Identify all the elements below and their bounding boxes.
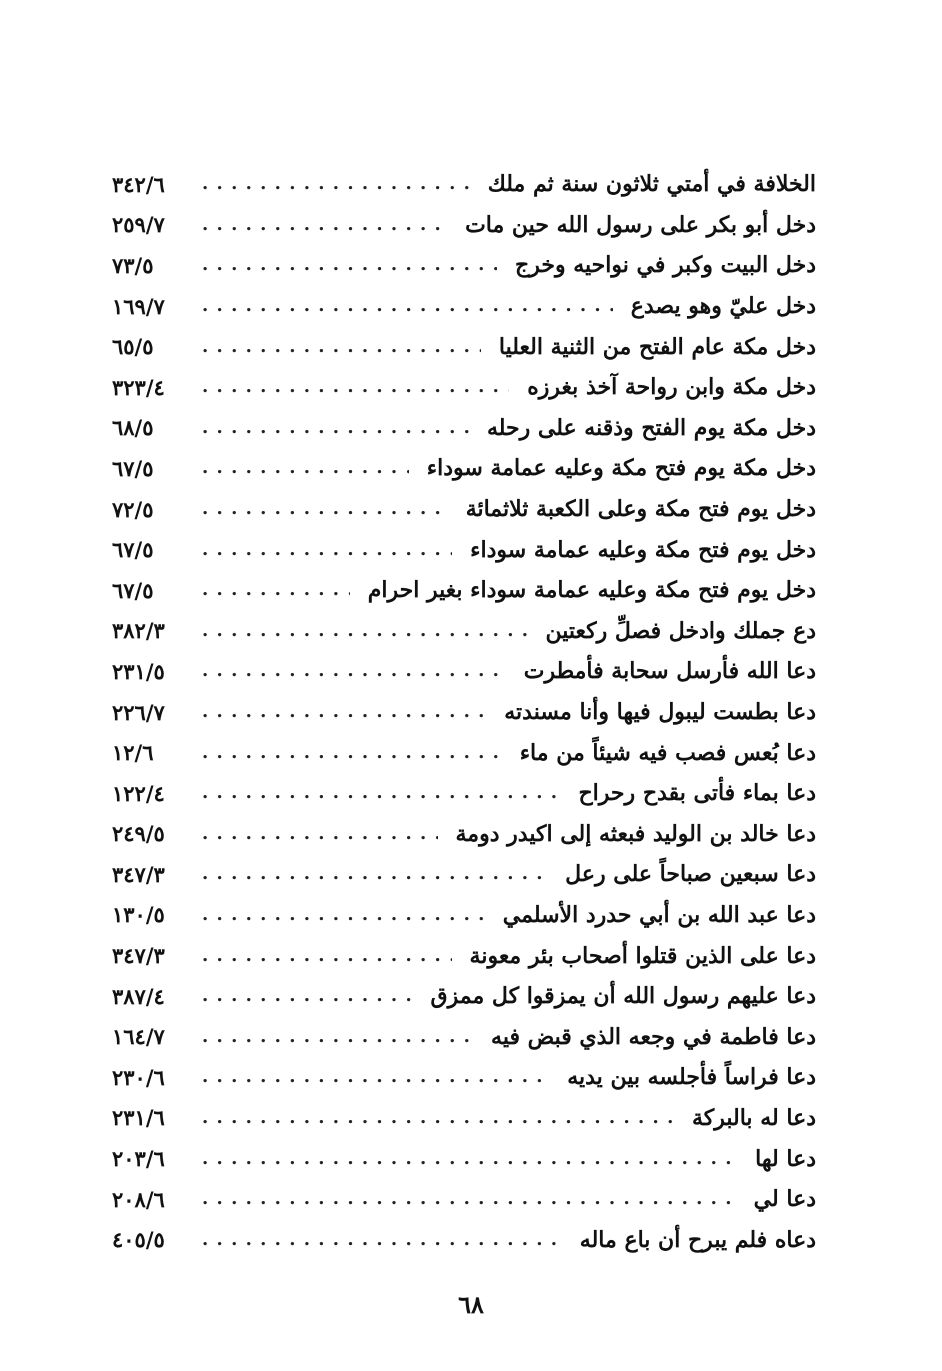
entry-text: دعا له بالبركة bbox=[691, 1104, 816, 1131]
dot-leader bbox=[202, 375, 509, 399]
index-entry bbox=[112, 489, 816, 530]
entry-text: دعا لها bbox=[755, 1145, 816, 1172]
entry-reference: ٦٨/٥ bbox=[112, 415, 154, 441]
entry-reference: ٣٤٢/٦ bbox=[112, 171, 165, 197]
entry-reference: ٣٨٢/٣ bbox=[112, 618, 165, 644]
dot-leader bbox=[202, 984, 413, 1008]
entry-text: دعا فاطمة في وجعه الذي قبض فيه bbox=[491, 1023, 816, 1050]
entry-reference: ٢٥٩/٧ bbox=[112, 212, 165, 238]
dot-leader bbox=[202, 619, 528, 643]
entry-text: دعا على الذين قتلوا أصحاب بئر معونة bbox=[469, 942, 816, 969]
entry-text: دعا خالد بن الوليد فبعثه إلى اكيدر دومة bbox=[455, 820, 816, 847]
dot-leader bbox=[202, 294, 613, 318]
index-entry bbox=[112, 976, 816, 1017]
entry-reference: ١٢٢/٤ bbox=[112, 780, 165, 806]
index-entry bbox=[112, 286, 816, 327]
index-entry bbox=[112, 1138, 816, 1179]
entry-reference: ٣٨٧/٤ bbox=[112, 983, 165, 1009]
entry-text: دعا لي bbox=[753, 1186, 816, 1213]
index-entry bbox=[112, 692, 816, 733]
entry-reference: ٧٣/٥ bbox=[112, 252, 154, 278]
entry-reference: ١٦٤/٧ bbox=[112, 1024, 165, 1050]
entry-text: دخل البيت وكبر في نواحيه وخرج bbox=[515, 252, 816, 279]
index-entry bbox=[112, 529, 816, 570]
dot-leader bbox=[202, 659, 506, 683]
entry-text: دخل عليّ وهو يصدع bbox=[630, 293, 816, 320]
index-entry bbox=[112, 895, 816, 936]
entry-reference: ٢٠٨/٦ bbox=[112, 1186, 165, 1212]
dot-leader bbox=[202, 862, 547, 886]
entry-text: دعا بُعس فصب فيه شيئاً من ماء bbox=[519, 739, 816, 766]
entry-reference: ٦٧/٥ bbox=[112, 537, 154, 563]
dot-leader bbox=[202, 416, 469, 440]
index-entry bbox=[112, 448, 816, 489]
dot-leader bbox=[202, 1187, 736, 1211]
entry-text: دعا سبعين صباحاً على رعل bbox=[565, 861, 816, 888]
dot-leader bbox=[202, 781, 560, 805]
index-entry bbox=[112, 935, 816, 976]
entry-text: الخلافة في أمتي ثلاثون سنة ثم ملك bbox=[487, 171, 816, 198]
index-entry bbox=[112, 570, 816, 611]
dot-leader bbox=[202, 213, 447, 237]
dot-leader bbox=[202, 538, 452, 562]
index-entry bbox=[112, 205, 816, 246]
index-entry bbox=[112, 164, 816, 205]
entry-reference: ٦٧/٥ bbox=[112, 455, 154, 481]
entry-reference: ١٦٩/٧ bbox=[112, 293, 165, 319]
entry-reference: ٢٠٣/٦ bbox=[112, 1146, 165, 1172]
index-entry bbox=[112, 611, 816, 652]
dot-leader bbox=[202, 822, 438, 846]
page-number: ٦٨ bbox=[458, 1290, 484, 1319]
index-entry bbox=[112, 814, 816, 855]
index-entry bbox=[112, 732, 816, 773]
entry-reference: ٢٣٠/٦ bbox=[112, 1064, 165, 1090]
entry-reference: ٣٤٧/٣ bbox=[112, 861, 165, 887]
index-list bbox=[112, 164, 816, 1260]
dot-leader bbox=[202, 497, 448, 521]
entry-reference: ٢٢٦/٧ bbox=[112, 699, 165, 725]
dot-leader bbox=[202, 253, 497, 277]
entry-text: دعا عبد الله بن أبي حدرد الأسلمي bbox=[502, 901, 816, 928]
dot-leader bbox=[202, 456, 409, 480]
index-entry bbox=[112, 651, 816, 692]
entry-text: دخل مكة وابن رواحة آخذ بغرزه bbox=[527, 374, 816, 401]
dot-leader bbox=[202, 172, 470, 196]
entry-text: دعا بماء فأتى بقدح رحراح bbox=[578, 780, 816, 807]
index-entry bbox=[112, 1179, 816, 1220]
entry-text: دخل مكة يوم فتح مكة وعليه عمامة سوداء bbox=[426, 455, 816, 482]
dot-leader bbox=[202, 903, 485, 927]
dot-leader bbox=[202, 1065, 549, 1089]
entry-text: دعا الله فأرسل سحابة فأمطرت bbox=[523, 658, 816, 685]
index-entry bbox=[112, 408, 816, 449]
index-entry bbox=[112, 245, 816, 286]
entry-reference: ٤٠٥/٥ bbox=[112, 1227, 165, 1253]
entry-reference: ٣٢٣/٤ bbox=[112, 374, 165, 400]
dot-leader bbox=[202, 1106, 674, 1130]
dot-leader bbox=[202, 578, 350, 602]
entry-reference: ١٣٠/٥ bbox=[112, 902, 165, 928]
dot-leader bbox=[202, 700, 486, 724]
index-entry bbox=[112, 1219, 816, 1260]
dot-leader bbox=[202, 944, 452, 968]
index-entry bbox=[112, 1057, 816, 1098]
entry-reference: ١٢/٦ bbox=[112, 740, 154, 766]
index-entry bbox=[112, 854, 816, 895]
entry-text: دعا عليهم رسول الله أن يمزقوا كل ممزق bbox=[430, 983, 816, 1010]
entry-text: دع جملك وادخل فصلِّ ركعتين bbox=[545, 617, 816, 644]
dot-leader bbox=[202, 1147, 737, 1171]
dot-leader bbox=[202, 335, 481, 359]
index-entry bbox=[112, 1098, 816, 1139]
entry-text: دخل يوم فتح مكة وعليه عمامة سوداء bbox=[470, 536, 816, 563]
entry-reference: ٦٧/٥ bbox=[112, 577, 154, 603]
entry-reference: ٢٣١/٦ bbox=[112, 1105, 165, 1131]
entry-text: دعا فراساً فأجلسه بين يديه bbox=[567, 1064, 816, 1091]
entry-reference: ٢٤٩/٥ bbox=[112, 821, 165, 847]
dot-leader bbox=[202, 1228, 562, 1252]
index-entry bbox=[112, 1016, 816, 1057]
dot-leader bbox=[202, 741, 502, 765]
entry-text: دعاه فلم يبرح أن باع ماله bbox=[579, 1226, 816, 1253]
entry-reference: ٦٥/٥ bbox=[112, 334, 154, 360]
entry-text: دخل يوم فتح مكة وعلى الكعبة ثلاثمائة bbox=[465, 496, 816, 523]
entry-text: دخل أبو بكر على رسول الله حين مات bbox=[465, 211, 816, 238]
entry-text: دخل مكة يوم الفتح وذقنه على رحله bbox=[486, 414, 816, 441]
dot-leader bbox=[202, 1025, 473, 1049]
entry-reference: ٣٤٧/٣ bbox=[112, 943, 165, 969]
entry-text: دخل مكة عام الفتح من الثنية العليا bbox=[498, 333, 816, 360]
entry-text: دخل يوم فتح مكة وعليه عمامة سوداء بغير احرام bbox=[367, 577, 816, 604]
index-entry bbox=[112, 326, 816, 367]
index-entry bbox=[112, 367, 816, 408]
index-entry bbox=[112, 773, 816, 814]
entry-reference: ٧٢/٥ bbox=[112, 496, 154, 522]
entry-text: دعا بطست ليبول فيها وأنا مسندته bbox=[504, 699, 816, 726]
entry-reference: ٢٣١/٥ bbox=[112, 658, 165, 684]
